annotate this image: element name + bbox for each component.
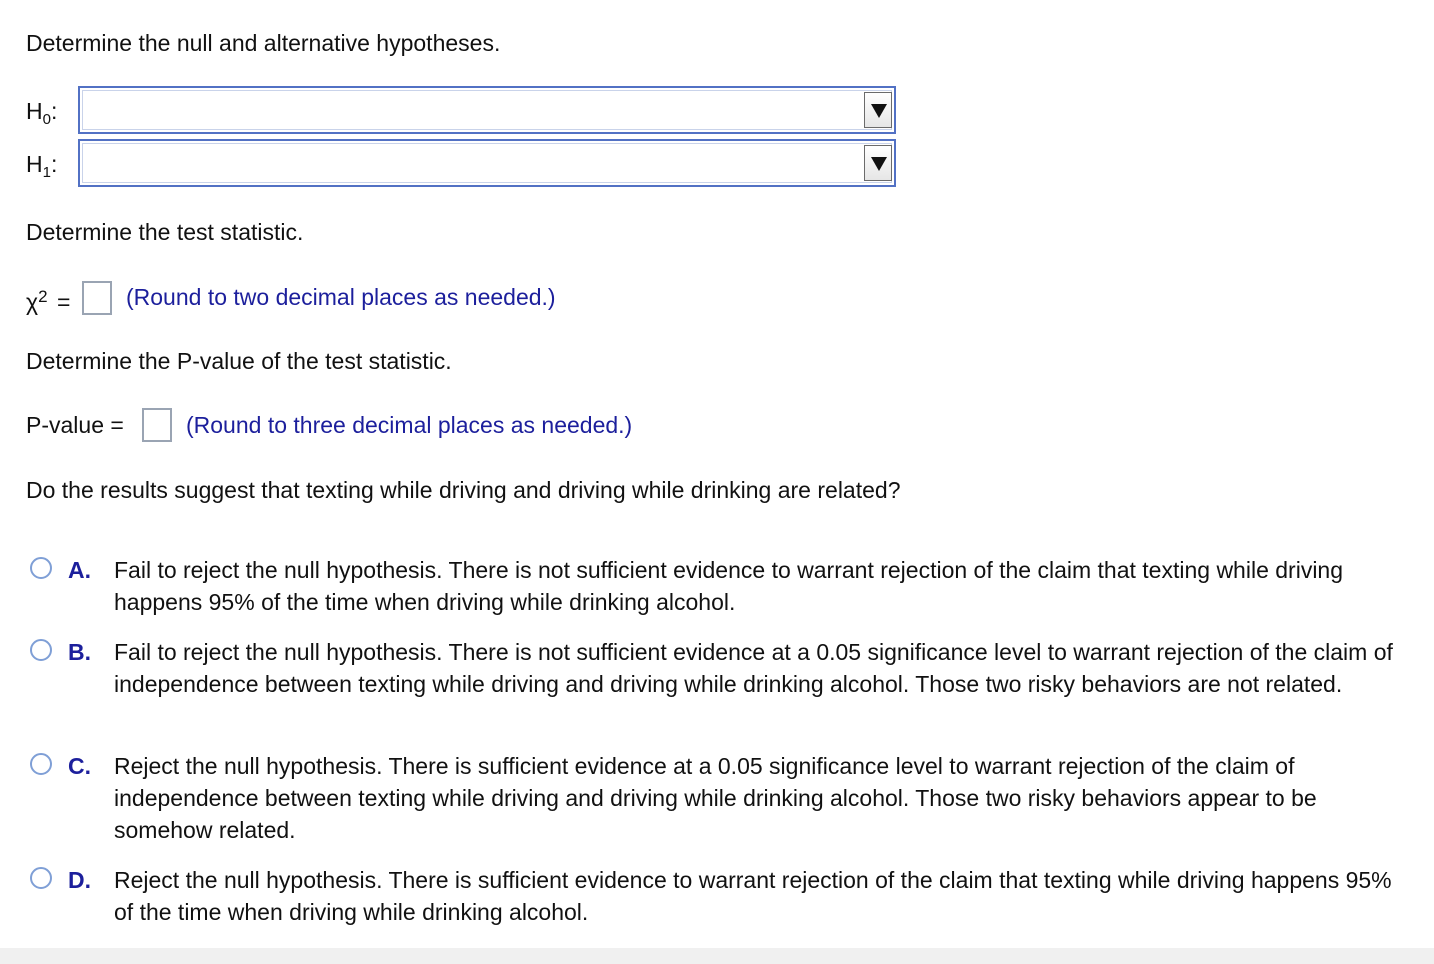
h1-label-base: H bbox=[26, 151, 43, 177]
bottom-scroll-band bbox=[0, 948, 1434, 964]
chi-round-hint: (Round to two decimal places as needed.) bbox=[126, 284, 556, 310]
test-statistic-question: Determine the test statistic. bbox=[26, 219, 304, 245]
option-c-text: Reject the null hypothesis. There is sufficient evidence at a 0.05 significance level to warrant rejection of the claim of independence between texting while driving and driving while drinking alcohol. Those two risky behaviors appear to be somehow related. bbox=[114, 753, 1317, 843]
option-a-letter: A. bbox=[68, 557, 91, 583]
chi-square-label bbox=[26, 283, 70, 316]
chi-exponent: 2 bbox=[38, 287, 48, 306]
hypotheses-question: Determine the null and alternative hypotheses. bbox=[26, 30, 501, 56]
option-d-text: Reject the null hypothesis. There is sufficient evidence to warrant rejection of the claim that texting while driving happens 95% of the time when driving while drinking alcohol. bbox=[114, 867, 1392, 925]
option-a-radio[interactable] bbox=[30, 557, 52, 579]
h1-dropdown-field bbox=[82, 143, 892, 183]
chi-symbol: χ bbox=[26, 289, 39, 315]
option-b-letter: B. bbox=[68, 639, 91, 665]
h1-label-colon: : bbox=[50, 151, 58, 177]
h0-dropdown[interactable] bbox=[78, 86, 896, 134]
h0-label-sub: 0 bbox=[42, 111, 51, 128]
h0-dropdown-button[interactable] bbox=[864, 92, 892, 128]
option-b-radio[interactable] bbox=[30, 639, 52, 661]
option-a-text: Fail to reject the null hypothesis. There is not sufficient evidence to warrant rejection of the claim that texting while driving happens 95% of the time when driving while drinking alcohol. bbox=[114, 557, 1344, 615]
option-c-radio[interactable] bbox=[30, 753, 52, 775]
pvalue-question: Determine the P-value of the test statistic. bbox=[26, 348, 452, 374]
h0-label-base: H bbox=[26, 98, 43, 124]
pvalue-label: P-value = bbox=[26, 412, 124, 438]
option-c-letter: C. bbox=[68, 753, 91, 779]
option-d-letter: D. bbox=[68, 867, 91, 893]
h0-label bbox=[26, 97, 57, 134]
option-d-radio[interactable] bbox=[30, 867, 52, 889]
h0-dropdown-field bbox=[82, 90, 892, 130]
option-b-text: Fail to reject the null hypothesis. There is not sufficient evidence at a 0.05 significance level to warrant rejection of the claim of independence between texting while driving and driving while drinking alcohol. Those two risky behaviors are not related. bbox=[114, 639, 1393, 697]
pvalue-input[interactable] bbox=[142, 408, 172, 442]
pvalue-round-hint: (Round to three decimal places as needed.) bbox=[186, 412, 633, 438]
chi-square-input[interactable] bbox=[82, 281, 112, 315]
chevron-down-icon bbox=[871, 104, 887, 118]
h1-label-sub: 1 bbox=[42, 164, 51, 181]
chevron-down-icon bbox=[871, 157, 887, 171]
h0-label-colon: : bbox=[50, 98, 58, 124]
chi-equals: = bbox=[56, 289, 71, 315]
h1-dropdown[interactable] bbox=[78, 139, 896, 187]
h1-dropdown-button[interactable] bbox=[864, 145, 892, 181]
h1-label bbox=[26, 150, 57, 187]
related-question: Do the results suggest that texting while driving and driving while drinking are related? bbox=[26, 477, 901, 503]
